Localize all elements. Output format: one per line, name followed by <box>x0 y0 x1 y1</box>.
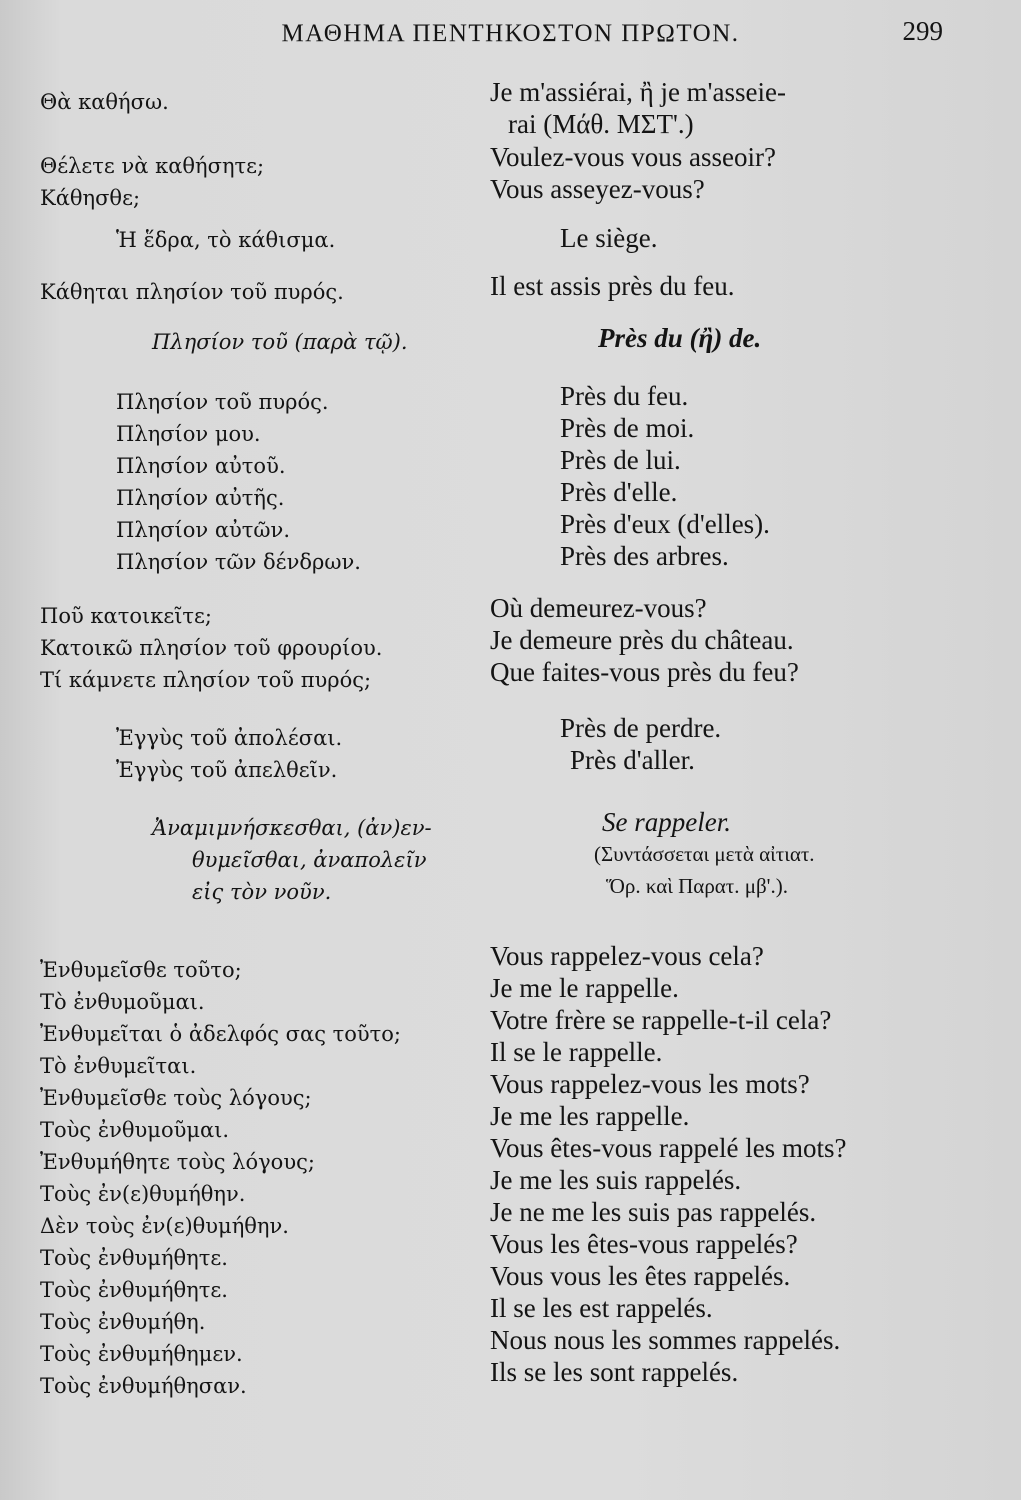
french-line: Je me les suis rappelés. <box>490 1165 742 1195</box>
french-line: Près de lui. <box>560 445 681 475</box>
greek-line: Πλησίον τοῦ πυρός. <box>116 390 329 414</box>
greek-block-10 <box>40 954 490 1402</box>
greek-line: Τοὺς ἐνθυμήθη. <box>40 1310 206 1334</box>
greek-line: Τοὺς ἐνθυμήθητε. <box>40 1278 228 1302</box>
greek-block-7 <box>40 600 490 696</box>
greek-line: Ἐνθυμεῖσθε τοῦτο; <box>40 958 242 982</box>
french-line: Que faites-vous près du feu? <box>490 657 799 687</box>
greek-line: Κάθηται πλησίον τοῦ πυρός. <box>40 280 344 304</box>
greek-line: Τοὺς ἐνθυμήθησαν. <box>40 1374 247 1398</box>
greek-line: Πλησίον αὐτῶν. <box>116 518 290 542</box>
french-line: Votre frère se rappelle-t-il cela? <box>490 1005 832 1035</box>
greek-line: Πλησίον αὐτῆς. <box>116 486 285 510</box>
french-line: Je m'assiérai, ἢ je m'asseie- <box>490 77 786 107</box>
french-line: Où demeurez-vous? <box>490 593 707 623</box>
greek-line: Δὲν τοὺς ἐν(ε)θυμήθην. <box>40 1214 289 1238</box>
greek-block-4 <box>40 276 490 308</box>
greek-line: Ἐνθυμήθητε τοὺς λόγους; <box>40 1150 315 1174</box>
french-line: Vous rappelez-vous les mots? <box>490 1069 810 1099</box>
greek-block-2 <box>40 150 490 214</box>
french-line: Près d'eux (d'elles). <box>560 509 770 539</box>
french-line: Près du (ἢ) de. <box>598 323 762 353</box>
french-line: Il se le rappelle. <box>490 1037 663 1067</box>
french-block-1 <box>490 76 990 140</box>
french-block-10 <box>490 940 990 1388</box>
page-number: 299 <box>902 16 943 46</box>
french-line: Se rappeler. <box>602 807 731 837</box>
french-line: Le siège. <box>560 223 658 253</box>
greek-line: Πλησίον τοῦ (παρὰ τῷ). <box>152 330 408 354</box>
french-line: Près du feu. <box>560 381 689 411</box>
greek-line: Ἐγγὺς τοῦ ἀπολέσαι. <box>116 726 343 750</box>
french-line: Vous asseyez-vous? <box>490 174 705 204</box>
greek-line: Ἡ ἕδρα, τὸ κάθισμα. <box>116 228 336 252</box>
french-line: Je ne me les suis pas rappelés. <box>490 1197 817 1227</box>
greek-line: Ἀναμιμνήσκεσθαι, (ἀν)εν- <box>152 816 432 840</box>
greek-block-3 <box>40 224 490 256</box>
greek-line: Πλησίον μου. <box>116 422 261 446</box>
greek-line: Τὸ ἐνθυμεῖται. <box>40 1054 197 1078</box>
french-line: Près de perdre. <box>560 713 722 743</box>
greek-line: Τοὺς ἐν(ε)θυμήθην. <box>40 1182 246 1206</box>
french-block-6 <box>490 380 990 572</box>
greek-line: Τοὺς ἐνθυμοῦμαι. <box>40 1118 230 1142</box>
greek-line: Θὰ καθήσω. <box>40 90 169 114</box>
french-line: Vous êtes-vous rappelé les mots? <box>490 1133 847 1163</box>
greek-line: Ἐνθυμεῖσθε τοὺς λόγους; <box>40 1086 312 1110</box>
greek-line: Ἐνθυμεῖται ὁ ἀδελφός σας τοῦτο; <box>40 1022 401 1046</box>
french-line: rai (Μάθ. ΜΣΤ'.) <box>508 109 694 139</box>
french-line: Vous rappelez-vous cela? <box>490 941 764 971</box>
greek-line: Πλησίον τῶν δένδρων. <box>116 550 361 574</box>
french-block-9 <box>490 806 990 902</box>
french-block-2 <box>490 141 990 205</box>
greek-block-6 <box>40 386 490 578</box>
french-line: Ils se les sont rappelés. <box>490 1357 739 1387</box>
greek-block-5 <box>40 326 490 358</box>
greek-block-1 <box>40 86 490 118</box>
french-line: Je demeure près du château. <box>490 625 794 655</box>
greek-line: Θέλετε νὰ καθήσητε; <box>40 154 265 178</box>
french-line: Voulez-vous vous asseoir? <box>490 142 776 172</box>
greek-line: Τί κάμνετε πλησίον τοῦ πυρός; <box>40 668 372 692</box>
french-line: Près d'aller. <box>570 745 695 775</box>
greek-line: Τοὺς ἐνθυμήθημεν. <box>40 1342 243 1366</box>
french-line: Vous vous les êtes rappelés. <box>490 1261 791 1291</box>
french-block-5 <box>490 322 990 354</box>
french-line: Près de moi. <box>560 413 695 443</box>
french-block-7 <box>490 592 990 688</box>
french-line: Près des arbres. <box>560 541 729 571</box>
greek-line: εἰς τὸν νοῦν. <box>192 880 332 904</box>
french-block-4 <box>490 270 990 302</box>
greek-line: Κατοικῶ πλησίον τοῦ φρουρίου. <box>40 636 383 660</box>
french-line: (Συντάσσεται μετὰ αἰτιατ. <box>594 842 815 866</box>
greek-line: Τοὺς ἐνθυμήθητε. <box>40 1246 228 1270</box>
french-block-3 <box>490 222 990 254</box>
greek-line: Πλησίον αὐτοῦ. <box>116 454 286 478</box>
page-header-title: ΜΑΘΗΜΑ ΠΕΝΤΗΚΟΣΤΟΝ ΠΡΩΤΟΝ. <box>281 20 740 47</box>
french-line: Vous les êtes-vous rappelés? <box>490 1229 798 1259</box>
greek-line: θυμεῖσθαι, ἀναπολεῖν <box>192 848 427 872</box>
greek-line: Κάθησθε; <box>40 186 141 210</box>
french-block-8 <box>490 712 990 776</box>
french-line: Il est assis près du feu. <box>490 271 735 301</box>
greek-block-8 <box>40 722 490 786</box>
greek-block-9 <box>40 812 490 908</box>
greek-line: Τὸ ἐνθυμοῦμαι. <box>40 990 205 1014</box>
french-line: Je me les rappelle. <box>490 1101 690 1131</box>
french-line: Il se les est rappelés. <box>490 1293 713 1323</box>
french-line: Nous nous les sommes rappelés. <box>490 1325 841 1355</box>
greek-line: Ἐγγὺς τοῦ ἀπελθεῖν. <box>116 758 338 782</box>
french-line: Près d'elle. <box>560 477 678 507</box>
french-line: Ὅρ. καὶ Παρατ. μβ'.). <box>606 874 788 898</box>
greek-line: Ποῦ κατοικεῖτε; <box>40 604 213 628</box>
french-line: Je me le rappelle. <box>490 973 679 1003</box>
